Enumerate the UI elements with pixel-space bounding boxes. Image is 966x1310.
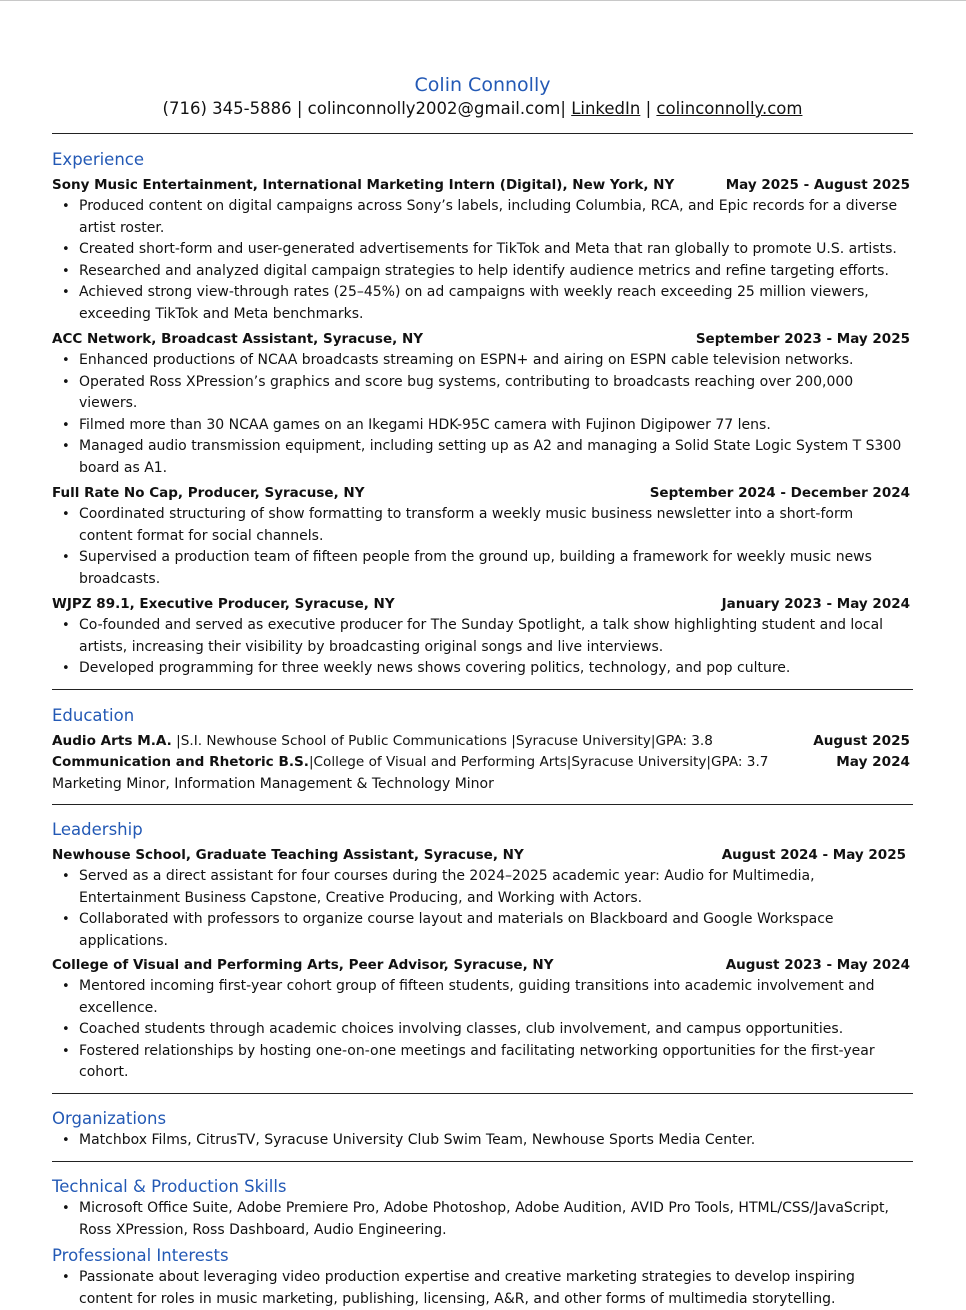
linkedin-link[interactable]: LinkedIn [571, 99, 641, 118]
job-header [52, 483, 913, 504]
separator: | [296, 99, 308, 118]
degree-detail: |S.I. Newhouse School of Public Communications |Syracuse University|GPA: 3.8 [171, 732, 713, 749]
divider [52, 804, 913, 805]
bullet: • Supervised a production team of fifteen people from the ground up, building a framework for weekly music news broadcasts. [52, 547, 913, 590]
role-title: College of Visual and Performing Arts, Peer Advisor, Syracuse, NY [52, 957, 554, 973]
bullet: • Collaborated with professors to organize course layout and materials on Blackboard and Google Workspace applications. [52, 909, 913, 952]
education-line [52, 731, 713, 753]
email: colinconnolly2002@gmail.com [307, 99, 561, 118]
organizations-heading: Organizations [52, 1108, 167, 1128]
minors: Marketing Minor, Information Management & Technology Minor [52, 775, 494, 792]
interests-list [52, 1267, 913, 1310]
role-title: Newhouse School, Graduate Teaching Assistant, Syracuse, NY [52, 847, 524, 863]
bullet: • Microsoft Office Suite, Adobe Premiere Pro, Adobe Photoshop, Adobe Audition, AVID Pro Tools, HTML/CSS/JavaScript, Ross XPression, Ross Dashboard, Audio Engineering. [52, 1198, 913, 1241]
job-entry [52, 483, 913, 590]
education-list [52, 731, 913, 796]
job-entry [52, 329, 913, 479]
job-header [52, 175, 913, 196]
job-bullets [52, 615, 913, 680]
resume-name: Colin Connolly [414, 74, 551, 96]
website-link[interactable]: colinconnolly.com [656, 99, 803, 118]
organizations-list [52, 1130, 913, 1152]
degree-detail: |College of Visual and Performing Arts|Syracuse University|GPA: 3.7 [308, 754, 769, 770]
top-border [0, 0, 966, 1]
skills-list [52, 1198, 913, 1241]
role-entry [52, 845, 913, 952]
job-title: Sony Music Entertainment, International Marketing Intern (Digital), New York, NY [52, 177, 675, 193]
education-row [52, 752, 913, 774]
job-entry [52, 175, 913, 325]
role-bullets [52, 976, 913, 1084]
job-title: WJPZ 89.1, Executive Producer, Syracuse, NY [52, 596, 395, 612]
bullet: • Mentored incoming first-year cohort group of fifteen students, guiding transitions into academic involvement and excellence. [52, 976, 913, 1019]
job-bullets [52, 350, 913, 479]
divider [52, 133, 913, 134]
job-title: ACC Network, Broadcast Assistant, Syracuse, NY [52, 331, 424, 347]
job-header [52, 594, 913, 615]
bullet: • Coordinated structuring of show formatting to transform a weekly music business newsletter into a short-form content format for social channels. [52, 504, 913, 547]
bullet: • Achieved strong view-through rates (25–45%) on ad campaigns with weekly reach exceeding 25 million viewers, exceeding TikTok and Meta benchmarks. [52, 282, 913, 325]
separator: | [560, 99, 572, 118]
experience-heading: Experience [52, 150, 145, 169]
bullet: • Coached students through academic choices involving classes, club involvement, and campus opportunities. [52, 1019, 913, 1041]
job-bullets [52, 504, 913, 590]
divider [52, 1161, 913, 1162]
role-header [52, 845, 913, 866]
bullet: • Passionate about leveraging video production expertise and creative marketing strategies to develop inspiring content for roles in music marketing, publishing, licensing, A&R, and other forms of multimedia storytelling. [52, 1267, 913, 1310]
role-dates: August 2024 - May 2025 [721, 847, 906, 863]
job-header [52, 329, 913, 350]
education-line [52, 752, 768, 774]
job-title: Full Rate No Cap, Producer, Syracuse, NY [52, 485, 365, 501]
bullet: • Developed programming for three weekly news shows covering politics, technology, and pop culture. [52, 658, 913, 680]
education-row [52, 731, 913, 753]
role-entry [52, 955, 913, 1084]
job-entry [52, 594, 913, 680]
divider [52, 689, 913, 690]
bullet: • Produced content on digital campaigns across Sony’s labels, including Columbia, RCA, and Epic records for a diverse artist roster. [52, 196, 913, 239]
bullet: • Managed audio transmission equipment, including setting up as A2 and managing a Solid State Logic System T S300 board as A1. [52, 436, 913, 479]
bullet: • Researched and analyzed digital campaign strategies to help identify audience metrics and refine targeting efforts. [52, 261, 913, 283]
education-date: May 2024 [836, 754, 910, 770]
degree: Communication and Rhetoric B.S. [52, 754, 309, 770]
role-bullets [52, 866, 913, 952]
education-date: August 2025 [813, 732, 910, 749]
bullet: • Matchbox Films, CitrusTV, Syracuse University Club Swim Team, Newhouse Sports Media Center. [52, 1130, 913, 1152]
leadership-heading: Leadership [52, 820, 143, 839]
job-dates: September 2024 - December 2024 [649, 485, 910, 501]
resume-page [52, 72, 913, 1310]
job-dates: May 2025 - August 2025 [725, 177, 910, 193]
bullet: • Filmed more than 30 NCAA games on an Ikegami HDK-95C camera with Fujinon Digipower 77 lens. [52, 415, 913, 437]
divider [52, 1093, 913, 1094]
contact-line [52, 98, 913, 120]
bullet: • Created short-form and user-generated advertisements for TikTok and Meta that ran globally to promote U.S. artists. [52, 239, 913, 261]
phone: (716) 345-5886 [162, 99, 292, 118]
degree: Audio Arts M.A. [52, 732, 172, 749]
separator: | [645, 99, 657, 118]
job-dates: September 2023 - May 2025 [695, 331, 910, 347]
role-header [52, 955, 913, 976]
bullet: • Fostered relationships by hosting one-on-one meetings and facilitating networking opportunities for the first-year cohort. [52, 1041, 913, 1084]
role-dates: August 2023 - May 2024 [725, 957, 910, 973]
bullet: • Served as a direct assistant for four courses during the 2024–2025 academic year: Audio for Multimedia, Entertainment Business Capstone, Creative Producing, and Working with Actors. [52, 866, 913, 909]
skills-heading: Technical & Production Skills [52, 1177, 287, 1196]
job-bullets [52, 196, 913, 325]
bullet: • Co-founded and served as executive producer for The Sunday Spotlight, a talk show highlighting student and local artists, increasing their visibility by broadcasting original songs and live interviews. [52, 615, 913, 658]
education-heading: Education [52, 705, 135, 725]
job-dates: January 2023 - May 2024 [721, 596, 910, 612]
bullet: • Operated Ross XPression’s graphics and score bug systems, contributing to broadcasts reaching over 200,000 viewers. [52, 372, 913, 415]
bullet: • Enhanced productions of NCAA broadcasts streaming on ESPN+ and airing on ESPN cable television networks. [52, 350, 913, 372]
interests-heading: Professional Interests [52, 1246, 229, 1265]
